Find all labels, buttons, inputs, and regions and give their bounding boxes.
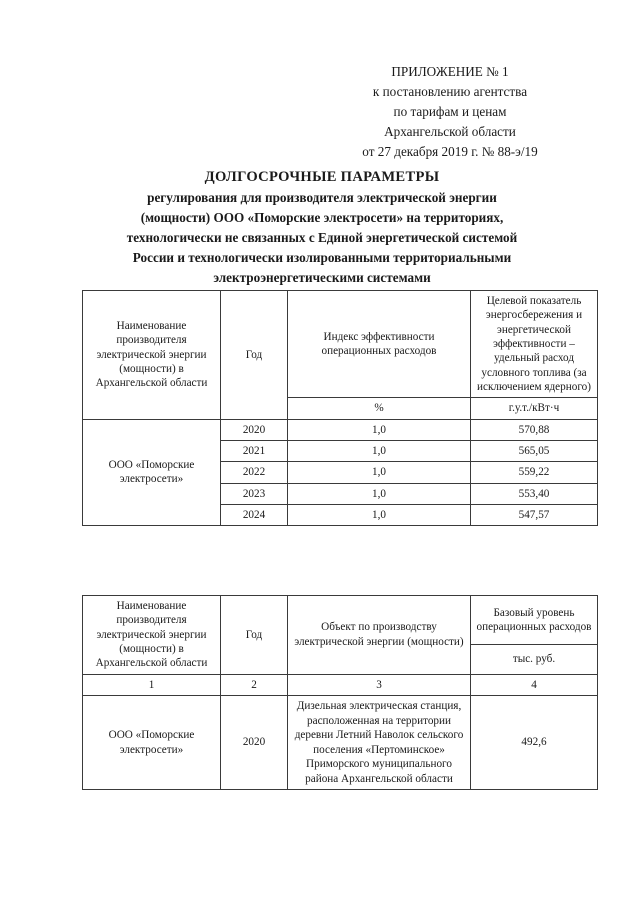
long-term-parameters-table bbox=[82, 290, 598, 526]
table-column-numbers-row bbox=[83, 674, 598, 695]
base-operational-expenses-table bbox=[82, 595, 598, 790]
column-number-4: 4 bbox=[471, 674, 598, 695]
cell-target-indicator: 559,22 bbox=[471, 462, 598, 483]
header-base-expense-level: Базовый уровень операционных расходов bbox=[471, 596, 598, 645]
document-subtitle-line-4: России и технологически изолированными территориальными bbox=[132, 250, 512, 266]
header-efficiency-index: Индекс эффективности операционных расходов bbox=[288, 291, 471, 398]
cell-year: 2020 bbox=[221, 695, 288, 789]
cell-year: 2024 bbox=[221, 504, 288, 525]
header-production-object: Объект по производству электрической энергии (мощности) bbox=[288, 596, 471, 675]
appendix-reference-block bbox=[300, 62, 600, 162]
appendix-date-number: от 27 декабря 2019 г. № 88-э/19 bbox=[362, 144, 538, 160]
column-number-3: 3 bbox=[288, 674, 471, 695]
cell-target-indicator: 570,88 bbox=[471, 419, 598, 440]
cell-base-expense-level: 492,6 bbox=[471, 695, 598, 789]
cell-year: 2020 bbox=[221, 419, 288, 440]
cell-producer-name: ООО «Поморские электросети» bbox=[83, 695, 221, 789]
cell-efficiency-index: 1,0 bbox=[288, 419, 471, 440]
header-year: Год bbox=[221, 596, 288, 675]
appendix-authority-line-3: Архангельской области bbox=[384, 124, 516, 140]
header-producer-name: Наименование производителя электрической энергии (мощности) в Архангельской области bbox=[83, 291, 221, 420]
appendix-authority-line-2: по тарифам и ценам bbox=[393, 104, 507, 120]
cell-efficiency-index: 1,0 bbox=[288, 462, 471, 483]
cell-target-indicator: 547,57 bbox=[471, 504, 598, 525]
document-subtitle-line-3: технологически не связанных с Единой энергетической системой bbox=[126, 230, 518, 246]
cell-efficiency-index: 1,0 bbox=[288, 483, 471, 504]
document-subtitle-line-1: регулирования для производителя электрической энергии bbox=[147, 190, 497, 206]
cell-efficiency-index: 1,0 bbox=[288, 504, 471, 525]
table-row bbox=[83, 695, 598, 789]
cell-year: 2023 bbox=[221, 483, 288, 504]
document-subtitle-line-5: электроэнергетическими системами bbox=[213, 270, 431, 286]
appendix-authority-line-1: к постановлению агентства bbox=[372, 84, 528, 100]
column-number-1: 1 bbox=[83, 674, 221, 695]
cell-production-object: Дизельная электрическая станция, расположенная на территории деревни Летний Наволок сельского поселения «Пертоминское» Приморского муниципального района Архангельской области bbox=[288, 695, 471, 789]
table-header-row bbox=[83, 291, 598, 398]
cell-producer-name: ООО «Поморские электросети» bbox=[83, 419, 221, 526]
table-row bbox=[83, 419, 598, 440]
table-header-row bbox=[83, 596, 598, 645]
cell-year: 2021 bbox=[221, 440, 288, 461]
unit-percent: % bbox=[288, 398, 471, 419]
header-target-indicator: Целевой показатель энергосбережения и энергетической эффективности – удельный расход условного топлива (за исключением ядерного) bbox=[471, 291, 598, 398]
header-year: Год bbox=[221, 291, 288, 420]
cell-target-indicator: 553,40 bbox=[471, 483, 598, 504]
cell-year: 2022 bbox=[221, 462, 288, 483]
page-title bbox=[68, 166, 576, 288]
unit-gut-per-kwh: г.у.т./кВт·ч bbox=[471, 398, 598, 419]
cell-efficiency-index: 1,0 bbox=[288, 440, 471, 461]
document-subtitle-line-2: (мощности) ООО «Поморские электросети» на территориях, bbox=[140, 210, 504, 226]
document-title-main: ДОЛГОСРОЧНЫЕ ПАРАМЕТРЫ bbox=[204, 169, 440, 185]
header-producer-name: Наименование производителя электрической энергии (мощности) в Архангельской области bbox=[83, 596, 221, 675]
appendix-number: ПРИЛОЖЕНИЕ № 1 bbox=[391, 64, 509, 79]
unit-thousand-rubles: тыс. руб. bbox=[471, 645, 598, 674]
column-number-2: 2 bbox=[221, 674, 288, 695]
cell-target-indicator: 565,05 bbox=[471, 440, 598, 461]
